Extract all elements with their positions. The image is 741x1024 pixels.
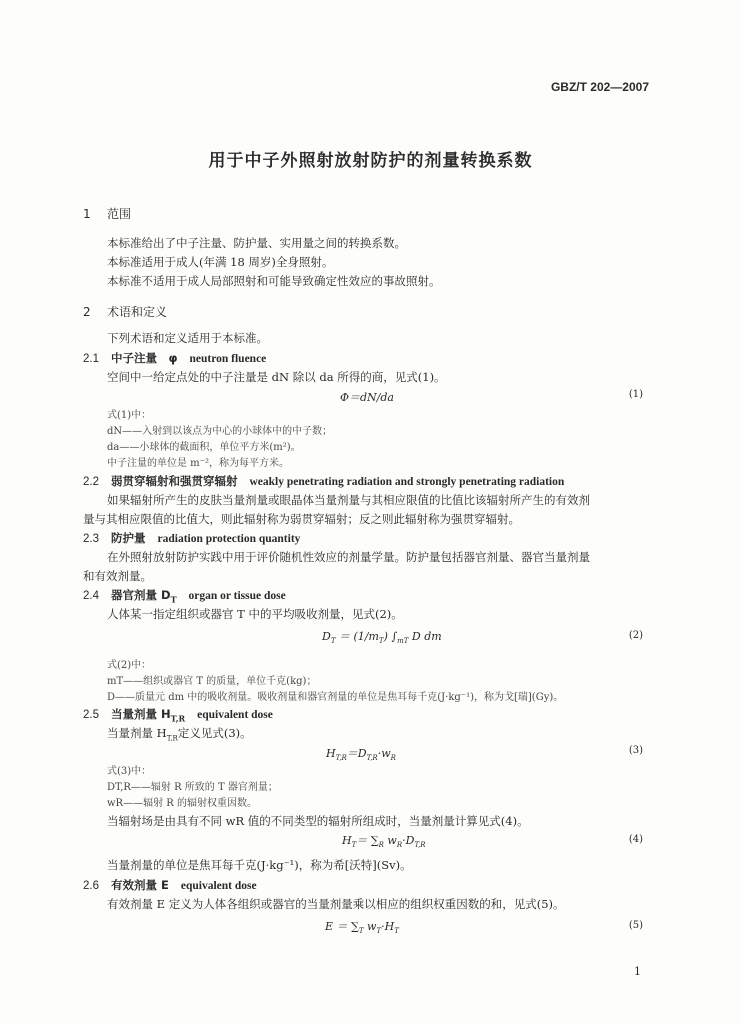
- equation-1-number: (1): [628, 389, 643, 400]
- equation-2: $D_T = (1/m_T)$ $\int_{mT}$ D dm: [322, 630, 442, 646]
- term-2-4-line: 人体某一指定组织或器官 T 中的平均吸收剂量，见式(2)。: [107, 607, 403, 621]
- equation-4: $H_T= \sum_R$ $w_R\cdot D_{T,R}$: [342, 834, 426, 850]
- equation-2-def-1: mT——组织或器官 T 的质量，单位千克(kg)；: [107, 676, 317, 687]
- equation-5: $E = \sum_T$ $w_T\cdot H_T$: [325, 920, 399, 936]
- term-2-3-line-2: 和有效剂量。: [83, 569, 152, 583]
- term-2-6-line: 有效剂量 E 定义为人体各组织或器官的当量剂量乘以相应的组织权重因数的和，见式(5)。: [107, 897, 565, 911]
- equation-2-def-2: D——质量元 dm 中的吸收剂量。吸收剂量和器官剂量的单位是焦耳每千克(J·kg⁻¹)，称为戈[瑞](Gy)。: [107, 692, 564, 703]
- equation-3-def-2: wR——辐射 R 的辐射权重因数。: [107, 798, 257, 809]
- term-2-1-line: 空间中一给定点处的中子注量是 dN 除以 da 所得的商，见式(1)。: [107, 370, 446, 384]
- equation-1-def-2: da——小球体的截面积，单位平方米(m²)。: [107, 442, 301, 453]
- term-2-5-heading: 2.5 当量剂量 $H_{T,R}$ equivalent dose: [83, 707, 273, 724]
- term-2-5-line-3: 当量剂量的单位是焦耳每千克(J·kg⁻¹)，称为希[沃特](Sv)。: [107, 858, 412, 872]
- term-2-2-line-1: 如果辐射所产生的皮肤当量剂量或眼晶体当量剂量与其相应限值的比值比该辐射所产生的有效剂: [107, 493, 590, 507]
- section-2-heading: 2 术语和定义: [83, 305, 168, 319]
- term-2-5-line: 当量剂量 $H_{T,R}$定义见式(3)。: [107, 726, 252, 743]
- term-2-5-line-2: 当辐射场是由具有不同 wR 值的不同类型的辐射所组成时，当量剂量计算见式(4)。: [107, 814, 529, 828]
- page-number: 1: [634, 965, 641, 978]
- equation-1: Φ＝dN/da: [340, 391, 394, 404]
- equation-3-where: 式(3)中：: [107, 766, 152, 777]
- term-2-2-heading: 2.2 弱贯穿辐射和强贯穿辐射 weakly penetrating radiation and strongly penetrating radiation: [83, 474, 565, 488]
- equation-1-where: 式(1)中：: [107, 410, 152, 421]
- equation-3-def-1: DT,R——辐射 R 所致的 T 器官剂量；: [107, 782, 278, 793]
- term-2-3-line-1: 在外照射放射防护实践中用于评价随机性效应的剂量学量。防护量包括器官剂量、器官当量剂量: [107, 550, 590, 564]
- equation-2-where: 式(2)中：: [107, 660, 152, 671]
- equation-2-number: (2): [628, 630, 643, 641]
- section-1-line-1: 本标准给出了中子注量、防护量、实用量之间的转换系数。: [107, 236, 406, 250]
- term-2-4-heading: 2.4 器官剂量 $D_T$ organ or tissue dose: [83, 588, 286, 605]
- equation-4-number: (4): [628, 834, 643, 845]
- section-1-heading: 1 范围: [83, 207, 132, 221]
- section-2-intro: 下列术语和定义适用于本标准。: [107, 331, 268, 345]
- equation-1-def-1: dN——入射到以该点为中心的小球体中的中子数；: [107, 426, 333, 437]
- term-2-1-heading: 2.1 中子注量 φ neutron fluence: [83, 351, 267, 365]
- section-1-line-2: 本标准适用于成人(年满 18 周岁)全身照射。: [107, 255, 334, 269]
- term-2-6-heading: 2.6 有效剂量 E equivalent dose: [83, 878, 257, 892]
- equation-1-def-3: 中子注量的单位是 m⁻²，称为每平方米。: [107, 458, 289, 469]
- equation-3-number: (3): [628, 745, 643, 756]
- term-2-3-heading: 2.3 防护量 radiation protection quantity: [83, 531, 301, 545]
- equation-5-number: (5): [628, 920, 643, 931]
- section-1-line-3: 本标准不适用于成人局部照射和可能导致确定性效应的事故照射。: [107, 274, 441, 288]
- page-title: 用于中子外照射放射防护的剂量转换系数: [208, 151, 533, 171]
- equation-3: $H_{T,R}=D_{T,R}\cdot w_R$: [326, 747, 396, 763]
- term-2-2-line-2: 量与其相应限值的比值大，则此辐射称为弱贯穿辐射；反之则此辐射称为强贯穿辐射。: [83, 512, 520, 526]
- standard-number: GBZ/T 202—2007: [550, 80, 649, 94]
